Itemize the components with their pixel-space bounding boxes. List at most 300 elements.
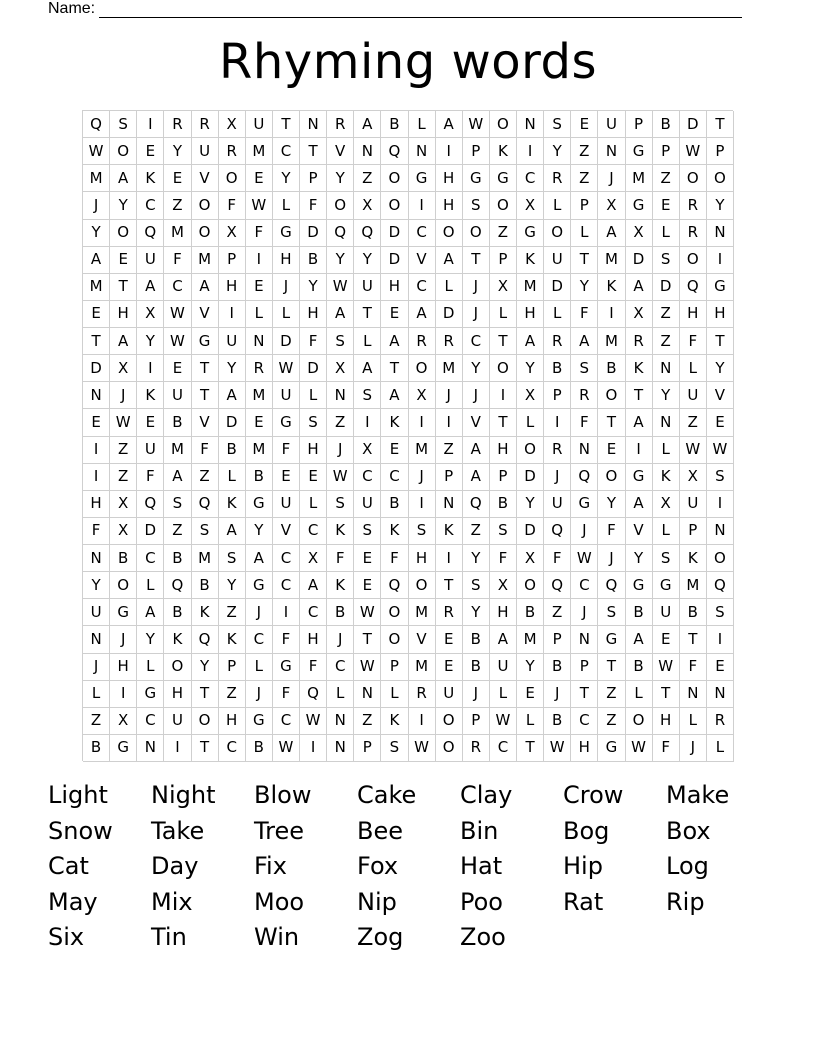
grid-letter-cell[interactable]: E [246, 409, 273, 436]
grid-letter-cell[interactable]: L [626, 681, 653, 708]
grid-letter-cell[interactable]: U [544, 247, 571, 274]
grid-letter-cell[interactable]: L [653, 437, 680, 464]
grid-letter-cell[interactable]: S [110, 111, 137, 138]
grid-letter-cell[interactable]: O [409, 572, 436, 599]
grid-letter-cell[interactable]: Y [83, 220, 110, 247]
grid-letter-cell[interactable]: S [544, 111, 571, 138]
grid-letter-cell[interactable]: S [354, 382, 381, 409]
grid-letter-cell[interactable]: B [517, 599, 544, 626]
grid-letter-cell[interactable]: O [707, 165, 734, 192]
grid-letter-cell[interactable]: Q [598, 572, 625, 599]
grid-letter-cell[interactable]: X [219, 220, 246, 247]
grid-letter-cell[interactable]: B [544, 654, 571, 681]
grid-letter-cell[interactable]: H [436, 192, 463, 219]
grid-letter-cell[interactable]: K [598, 274, 625, 301]
grid-letter-cell[interactable]: L [300, 491, 327, 518]
grid-letter-cell[interactable]: Z [680, 409, 707, 436]
grid-letter-cell[interactable]: G [598, 626, 625, 653]
grid-letter-cell[interactable]: O [192, 192, 219, 219]
grid-letter-cell[interactable]: A [436, 247, 463, 274]
grid-letter-cell[interactable]: V [192, 409, 219, 436]
grid-letter-cell[interactable]: U [680, 382, 707, 409]
grid-letter-cell[interactable]: R [192, 111, 219, 138]
grid-letter-cell[interactable]: W [653, 654, 680, 681]
grid-letter-cell[interactable]: D [626, 247, 653, 274]
grid-letter-cell[interactable]: Y [707, 355, 734, 382]
grid-letter-cell[interactable]: M [246, 382, 273, 409]
grid-letter-cell[interactable]: G [110, 735, 137, 762]
grid-letter-cell[interactable]: J [246, 599, 273, 626]
grid-letter-cell[interactable]: I [83, 437, 110, 464]
grid-letter-cell[interactable]: D [300, 220, 327, 247]
grid-letter-cell[interactable]: T [463, 247, 490, 274]
grid-letter-cell[interactable]: V [707, 382, 734, 409]
grid-letter-cell[interactable]: Y [192, 654, 219, 681]
grid-letter-cell[interactable]: A [598, 220, 625, 247]
grid-letter-cell[interactable]: K [653, 464, 680, 491]
grid-letter-cell[interactable]: O [110, 220, 137, 247]
grid-letter-cell[interactable]: E [164, 355, 191, 382]
grid-letter-cell[interactable]: I [436, 545, 463, 572]
grid-letter-cell[interactable]: C [409, 220, 436, 247]
grid-letter-cell[interactable]: E [246, 274, 273, 301]
grid-letter-cell[interactable]: L [544, 192, 571, 219]
grid-letter-cell[interactable]: N [653, 355, 680, 382]
grid-letter-cell[interactable]: F [273, 437, 300, 464]
grid-letter-cell[interactable]: O [490, 192, 517, 219]
grid-letter-cell[interactable]: T [354, 626, 381, 653]
grid-letter-cell[interactable]: U [246, 111, 273, 138]
grid-letter-cell[interactable]: N [354, 138, 381, 165]
grid-letter-cell[interactable]: A [626, 274, 653, 301]
grid-letter-cell[interactable]: O [490, 111, 517, 138]
grid-letter-cell[interactable]: W [490, 708, 517, 735]
grid-letter-cell[interactable]: T [192, 735, 219, 762]
name-field[interactable] [48, 0, 742, 18]
grid-letter-cell[interactable]: B [463, 626, 490, 653]
grid-letter-cell[interactable]: Z [490, 220, 517, 247]
grid-letter-cell[interactable]: D [544, 274, 571, 301]
grid-letter-cell[interactable]: M [164, 220, 191, 247]
grid-letter-cell[interactable]: Z [653, 165, 680, 192]
grid-letter-cell[interactable]: J [83, 192, 110, 219]
grid-letter-cell[interactable]: J [110, 382, 137, 409]
grid-letter-cell[interactable]: S [192, 518, 219, 545]
grid-letter-cell[interactable]: O [381, 192, 408, 219]
grid-letter-cell[interactable]: F [598, 518, 625, 545]
grid-letter-cell[interactable]: A [626, 491, 653, 518]
grid-letter-cell[interactable]: M [192, 247, 219, 274]
grid-letter-cell[interactable]: Z [571, 165, 598, 192]
grid-letter-cell[interactable]: K [490, 138, 517, 165]
grid-letter-cell[interactable]: X [653, 491, 680, 518]
grid-letter-cell[interactable]: T [653, 681, 680, 708]
grid-letter-cell[interactable]: A [626, 626, 653, 653]
grid-letter-cell[interactable]: B [164, 545, 191, 572]
grid-letter-cell[interactable]: U [83, 599, 110, 626]
grid-letter-cell[interactable]: Q [300, 681, 327, 708]
grid-letter-cell[interactable]: D [381, 247, 408, 274]
grid-letter-cell[interactable]: G [463, 165, 490, 192]
grid-letter-cell[interactable]: Y [463, 355, 490, 382]
grid-letter-cell[interactable]: U [164, 382, 191, 409]
grid-letter-cell[interactable]: P [490, 464, 517, 491]
grid-letter-cell[interactable]: I [164, 735, 191, 762]
grid-letter-cell[interactable]: N [83, 626, 110, 653]
grid-letter-cell[interactable]: Q [354, 220, 381, 247]
grid-letter-cell[interactable]: H [219, 708, 246, 735]
grid-letter-cell[interactable]: M [83, 274, 110, 301]
grid-letter-cell[interactable]: I [707, 626, 734, 653]
grid-letter-cell[interactable]: C [273, 138, 300, 165]
grid-letter-cell[interactable]: G [707, 274, 734, 301]
grid-letter-cell[interactable]: C [463, 328, 490, 355]
grid-letter-cell[interactable]: P [571, 192, 598, 219]
grid-letter-cell[interactable]: F [544, 545, 571, 572]
grid-letter-cell[interactable]: H [707, 301, 734, 328]
grid-letter-cell[interactable]: Q [192, 626, 219, 653]
grid-letter-cell[interactable]: I [273, 599, 300, 626]
grid-letter-cell[interactable]: K [137, 165, 164, 192]
grid-letter-cell[interactable]: T [110, 274, 137, 301]
grid-letter-cell[interactable]: X [354, 437, 381, 464]
grid-letter-cell[interactable]: N [354, 681, 381, 708]
grid-letter-cell[interactable]: U [273, 382, 300, 409]
grid-letter-cell[interactable]: L [300, 382, 327, 409]
grid-letter-cell[interactable]: I [626, 437, 653, 464]
grid-letter-cell[interactable]: Z [436, 437, 463, 464]
grid-letter-cell[interactable]: B [327, 599, 354, 626]
grid-letter-cell[interactable]: F [300, 328, 327, 355]
grid-letter-cell[interactable]: K [381, 708, 408, 735]
grid-letter-cell[interactable]: H [517, 301, 544, 328]
grid-letter-cell[interactable]: J [463, 382, 490, 409]
grid-letter-cell[interactable]: Y [517, 654, 544, 681]
grid-letter-cell[interactable]: X [517, 382, 544, 409]
grid-letter-cell[interactable]: G [246, 708, 273, 735]
grid-letter-cell[interactable]: M [83, 165, 110, 192]
grid-letter-cell[interactable]: F [680, 654, 707, 681]
grid-letter-cell[interactable]: Y [300, 274, 327, 301]
grid-letter-cell[interactable]: U [680, 491, 707, 518]
grid-letter-cell[interactable]: C [409, 274, 436, 301]
grid-letter-cell[interactable]: Y [517, 355, 544, 382]
grid-letter-cell[interactable]: E [436, 626, 463, 653]
grid-letter-cell[interactable]: O [598, 464, 625, 491]
grid-letter-cell[interactable]: V [409, 626, 436, 653]
grid-letter-cell[interactable]: T [192, 355, 219, 382]
grid-letter-cell[interactable]: Q [571, 464, 598, 491]
grid-letter-cell[interactable]: T [381, 355, 408, 382]
grid-letter-cell[interactable]: W [409, 735, 436, 762]
grid-letter-cell[interactable]: H [273, 247, 300, 274]
grid-letter-cell[interactable]: J [83, 654, 110, 681]
grid-letter-cell[interactable]: N [300, 111, 327, 138]
grid-letter-cell[interactable]: M [626, 165, 653, 192]
grid-letter-cell[interactable]: P [219, 247, 246, 274]
grid-letter-cell[interactable]: L [327, 681, 354, 708]
grid-letter-cell[interactable]: Y [707, 192, 734, 219]
grid-letter-cell[interactable]: O [680, 247, 707, 274]
grid-letter-cell[interactable]: U [544, 491, 571, 518]
grid-letter-cell[interactable]: W [83, 138, 110, 165]
grid-letter-cell[interactable]: L [680, 355, 707, 382]
grid-letter-cell[interactable]: E [83, 409, 110, 436]
grid-letter-cell[interactable]: W [571, 545, 598, 572]
grid-letter-cell[interactable]: F [246, 220, 273, 247]
grid-letter-cell[interactable]: C [571, 708, 598, 735]
grid-letter-cell[interactable]: G [653, 572, 680, 599]
grid-letter-cell[interactable]: W [354, 654, 381, 681]
grid-letter-cell[interactable]: L [381, 681, 408, 708]
grid-letter-cell[interactable]: L [653, 518, 680, 545]
grid-letter-cell[interactable]: X [137, 301, 164, 328]
grid-letter-cell[interactable]: O [544, 220, 571, 247]
grid-letter-cell[interactable]: Q [381, 138, 408, 165]
grid-letter-cell[interactable]: L [354, 328, 381, 355]
grid-letter-cell[interactable]: O [436, 708, 463, 735]
grid-letter-cell[interactable]: E [571, 111, 598, 138]
word-search-grid[interactable] [82, 110, 733, 761]
grid-letter-cell[interactable]: R [626, 328, 653, 355]
grid-letter-cell[interactable]: Y [246, 518, 273, 545]
grid-letter-cell[interactable]: I [137, 355, 164, 382]
grid-letter-cell[interactable]: K [192, 599, 219, 626]
grid-letter-cell[interactable]: I [110, 681, 137, 708]
grid-letter-cell[interactable]: L [83, 681, 110, 708]
grid-letter-cell[interactable]: Z [598, 708, 625, 735]
grid-letter-cell[interactable]: I [354, 409, 381, 436]
grid-letter-cell[interactable]: G [490, 165, 517, 192]
grid-letter-cell[interactable]: U [354, 274, 381, 301]
grid-letter-cell[interactable]: G [246, 572, 273, 599]
grid-letter-cell[interactable]: V [192, 165, 219, 192]
grid-letter-cell[interactable]: L [517, 409, 544, 436]
grid-letter-cell[interactable]: Z [219, 599, 246, 626]
grid-letter-cell[interactable]: A [164, 464, 191, 491]
grid-letter-cell[interactable]: T [436, 572, 463, 599]
grid-letter-cell[interactable]: A [137, 599, 164, 626]
grid-letter-cell[interactable]: J [680, 735, 707, 762]
grid-letter-cell[interactable]: V [273, 518, 300, 545]
grid-letter-cell[interactable]: R [680, 220, 707, 247]
grid-letter-cell[interactable]: E [653, 192, 680, 219]
grid-letter-cell[interactable]: A [381, 382, 408, 409]
grid-letter-cell[interactable]: Z [110, 464, 137, 491]
grid-letter-cell[interactable]: Y [327, 247, 354, 274]
grid-letter-cell[interactable]: O [219, 165, 246, 192]
grid-letter-cell[interactable]: Y [517, 491, 544, 518]
grid-letter-cell[interactable]: L [517, 708, 544, 735]
grid-letter-cell[interactable]: H [110, 654, 137, 681]
grid-letter-cell[interactable]: R [246, 355, 273, 382]
grid-letter-cell[interactable]: G [571, 491, 598, 518]
grid-letter-cell[interactable]: J [327, 437, 354, 464]
grid-letter-cell[interactable]: C [137, 708, 164, 735]
grid-letter-cell[interactable]: P [490, 247, 517, 274]
grid-letter-cell[interactable]: Z [164, 518, 191, 545]
grid-letter-cell[interactable]: Y [598, 491, 625, 518]
grid-letter-cell[interactable]: I [517, 138, 544, 165]
grid-letter-cell[interactable]: B [381, 111, 408, 138]
grid-letter-cell[interactable]: S [707, 464, 734, 491]
grid-letter-cell[interactable]: J [463, 301, 490, 328]
grid-letter-cell[interactable]: Q [327, 220, 354, 247]
grid-letter-cell[interactable]: U [598, 111, 625, 138]
grid-letter-cell[interactable]: E [354, 545, 381, 572]
grid-letter-cell[interactable]: C [300, 518, 327, 545]
grid-letter-cell[interactable]: T [300, 138, 327, 165]
grid-letter-cell[interactable]: A [463, 464, 490, 491]
grid-letter-cell[interactable]: Q [137, 491, 164, 518]
grid-letter-cell[interactable]: A [354, 355, 381, 382]
grid-letter-cell[interactable]: W [300, 708, 327, 735]
grid-letter-cell[interactable]: S [653, 545, 680, 572]
grid-letter-cell[interactable]: F [192, 437, 219, 464]
grid-letter-cell[interactable]: L [273, 192, 300, 219]
grid-letter-cell[interactable]: S [409, 518, 436, 545]
grid-letter-cell[interactable]: R [544, 328, 571, 355]
grid-letter-cell[interactable]: U [436, 681, 463, 708]
grid-letter-cell[interactable]: I [246, 247, 273, 274]
grid-letter-cell[interactable]: M [598, 247, 625, 274]
grid-letter-cell[interactable]: L [246, 301, 273, 328]
grid-letter-cell[interactable]: U [192, 138, 219, 165]
grid-letter-cell[interactable]: W [273, 735, 300, 762]
grid-letter-cell[interactable]: U [137, 247, 164, 274]
grid-letter-cell[interactable]: Q [164, 572, 191, 599]
grid-letter-cell[interactable]: N [707, 220, 734, 247]
grid-letter-cell[interactable]: Z [327, 409, 354, 436]
grid-letter-cell[interactable]: W [110, 409, 137, 436]
grid-letter-cell[interactable]: S [327, 491, 354, 518]
grid-letter-cell[interactable]: P [626, 111, 653, 138]
grid-letter-cell[interactable]: C [246, 626, 273, 653]
grid-letter-cell[interactable]: C [164, 274, 191, 301]
grid-letter-cell[interactable]: B [544, 355, 571, 382]
grid-letter-cell[interactable]: M [246, 437, 273, 464]
grid-letter-cell[interactable]: D [273, 328, 300, 355]
grid-letter-cell[interactable]: E [246, 165, 273, 192]
grid-letter-cell[interactable]: A [300, 572, 327, 599]
grid-letter-cell[interactable]: A [354, 111, 381, 138]
grid-letter-cell[interactable]: W [327, 274, 354, 301]
grid-letter-cell[interactable]: Q [680, 274, 707, 301]
grid-letter-cell[interactable]: D [680, 111, 707, 138]
grid-letter-cell[interactable]: L [246, 654, 273, 681]
grid-letter-cell[interactable]: G [273, 409, 300, 436]
grid-letter-cell[interactable]: W [544, 735, 571, 762]
grid-letter-cell[interactable]: X [490, 274, 517, 301]
grid-letter-cell[interactable]: T [707, 328, 734, 355]
grid-letter-cell[interactable]: K [381, 409, 408, 436]
grid-letter-cell[interactable]: C [381, 464, 408, 491]
grid-letter-cell[interactable]: M [246, 138, 273, 165]
grid-letter-cell[interactable]: T [273, 111, 300, 138]
grid-letter-cell[interactable]: I [83, 464, 110, 491]
grid-letter-cell[interactable]: K [164, 626, 191, 653]
grid-letter-cell[interactable]: O [381, 599, 408, 626]
grid-letter-cell[interactable]: H [300, 301, 327, 328]
grid-letter-cell[interactable]: E [436, 654, 463, 681]
grid-letter-cell[interactable]: L [137, 572, 164, 599]
grid-letter-cell[interactable]: H [300, 626, 327, 653]
grid-letter-cell[interactable]: T [354, 301, 381, 328]
grid-letter-cell[interactable]: Y [219, 355, 246, 382]
grid-letter-cell[interactable]: O [192, 220, 219, 247]
grid-letter-cell[interactable]: E [354, 572, 381, 599]
grid-letter-cell[interactable]: G [626, 138, 653, 165]
grid-letter-cell[interactable]: T [598, 409, 625, 436]
grid-letter-cell[interactable]: O [327, 192, 354, 219]
grid-letter-cell[interactable]: S [381, 735, 408, 762]
grid-letter-cell[interactable]: J [571, 599, 598, 626]
grid-letter-cell[interactable]: Z [164, 192, 191, 219]
grid-letter-cell[interactable]: V [327, 138, 354, 165]
grid-letter-cell[interactable]: X [517, 545, 544, 572]
grid-letter-cell[interactable]: W [164, 328, 191, 355]
grid-letter-cell[interactable]: M [517, 274, 544, 301]
grid-letter-cell[interactable]: E [300, 464, 327, 491]
grid-letter-cell[interactable]: L [219, 464, 246, 491]
grid-letter-cell[interactable]: F [571, 409, 598, 436]
grid-letter-cell[interactable]: W [273, 355, 300, 382]
grid-letter-cell[interactable]: D [517, 464, 544, 491]
grid-letter-cell[interactable]: P [680, 518, 707, 545]
grid-letter-cell[interactable]: K [680, 545, 707, 572]
grid-letter-cell[interactable]: G [246, 491, 273, 518]
grid-letter-cell[interactable]: C [354, 464, 381, 491]
grid-letter-cell[interactable]: T [192, 382, 219, 409]
grid-letter-cell[interactable]: L [273, 301, 300, 328]
grid-letter-cell[interactable]: A [436, 111, 463, 138]
grid-letter-cell[interactable]: G [110, 599, 137, 626]
grid-letter-cell[interactable]: L [680, 708, 707, 735]
grid-letter-cell[interactable]: V [626, 518, 653, 545]
grid-letter-cell[interactable]: D [653, 274, 680, 301]
grid-letter-cell[interactable]: E [517, 681, 544, 708]
grid-letter-cell[interactable]: O [517, 572, 544, 599]
grid-letter-cell[interactable]: Z [463, 518, 490, 545]
grid-letter-cell[interactable]: W [246, 192, 273, 219]
grid-letter-cell[interactable]: U [354, 491, 381, 518]
grid-letter-cell[interactable]: Z [192, 464, 219, 491]
grid-letter-cell[interactable]: N [246, 328, 273, 355]
grid-letter-cell[interactable]: G [626, 464, 653, 491]
grid-letter-cell[interactable]: M [680, 572, 707, 599]
grid-letter-cell[interactable]: J [246, 681, 273, 708]
grid-letter-cell[interactable]: C [137, 545, 164, 572]
grid-letter-cell[interactable]: Z [83, 708, 110, 735]
grid-letter-cell[interactable]: N [707, 518, 734, 545]
grid-letter-cell[interactable]: Z [219, 681, 246, 708]
grid-letter-cell[interactable]: X [626, 301, 653, 328]
grid-letter-cell[interactable]: U [653, 599, 680, 626]
grid-letter-cell[interactable]: O [192, 708, 219, 735]
grid-letter-cell[interactable]: R [544, 165, 571, 192]
grid-letter-cell[interactable]: A [137, 274, 164, 301]
grid-letter-cell[interactable]: B [381, 491, 408, 518]
grid-letter-cell[interactable]: N [83, 545, 110, 572]
grid-letter-cell[interactable]: F [490, 545, 517, 572]
grid-letter-cell[interactable]: M [409, 654, 436, 681]
grid-letter-cell[interactable]: I [707, 491, 734, 518]
grid-letter-cell[interactable]: I [409, 708, 436, 735]
grid-letter-cell[interactable]: C [273, 545, 300, 572]
grid-letter-cell[interactable]: I [490, 382, 517, 409]
grid-letter-cell[interactable]: O [436, 735, 463, 762]
grid-letter-cell[interactable]: O [707, 545, 734, 572]
